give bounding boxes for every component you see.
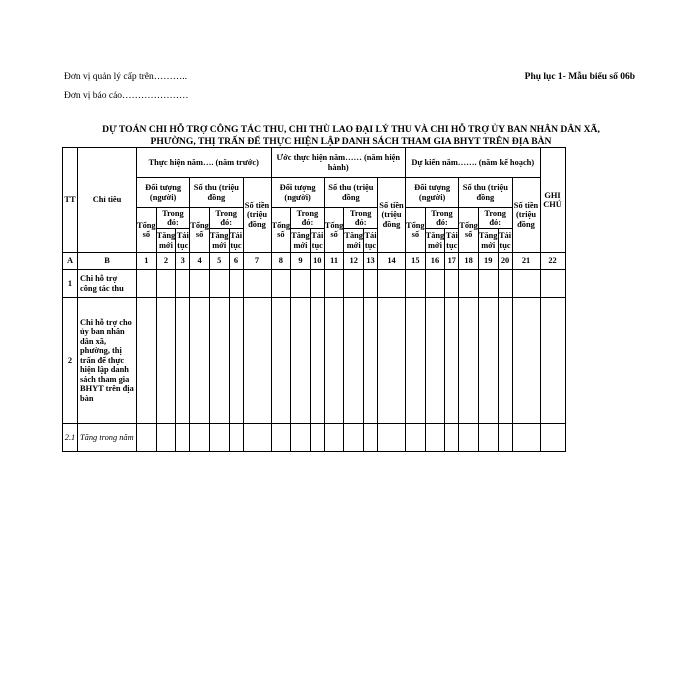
trong-do-header: Trong đó: bbox=[425, 208, 459, 229]
index-cell: 18 bbox=[459, 253, 479, 270]
tang-moi-header: Tăng mới bbox=[291, 229, 311, 253]
group-header-previous: Thực hiện năm…. (năm trước) bbox=[137, 148, 272, 178]
table-row bbox=[63, 424, 566, 452]
tang-moi-header: Tăng mới bbox=[156, 229, 176, 253]
tong-so-header: Tổng số bbox=[459, 208, 479, 253]
row-tt: 2 bbox=[63, 298, 78, 424]
row-label: Chi hỗ trợ cho ủy ban nhân dân xã, phường, thị trấn để thực hiện lập danh sách tham gia BHYT trên địa bàn bbox=[78, 298, 137, 424]
index-cell: 3 bbox=[176, 253, 190, 270]
sub-header-doituong: Đối tượng (người) bbox=[406, 178, 459, 208]
index-cell: 1 bbox=[137, 253, 157, 270]
index-cell: 5 bbox=[209, 253, 229, 270]
tang-moi-header: Tăng mới bbox=[478, 229, 498, 253]
sub-header-sotien: Số tiền (triệu đồng bbox=[378, 178, 406, 253]
table-row bbox=[63, 298, 566, 424]
index-cell: 17 bbox=[445, 253, 459, 270]
trong-do-header: Trong đó: bbox=[344, 208, 378, 229]
tai-tuc-header: Tái tục bbox=[498, 229, 512, 253]
appendix-label: Phụ lục 1- Mẫu biểu số 06b bbox=[524, 72, 635, 82]
row-tt: 2.1 bbox=[63, 424, 78, 452]
index-cell: 15 bbox=[406, 253, 426, 270]
tong-so-header: Tổng số bbox=[406, 208, 426, 253]
group-header-plan: Dự kiến năm……. (năm kế hoạch) bbox=[406, 148, 541, 178]
tai-tuc-header: Tái tục bbox=[310, 229, 324, 253]
index-cell: 13 bbox=[364, 253, 378, 270]
title-line-2: PHƯỜNG, THỊ TRẤN ĐỂ THỰC HIỆN LẬP DANH SÁCH THAM GIA BHYT TRÊN ĐỊA BÀN bbox=[150, 136, 552, 147]
index-cell: B bbox=[78, 253, 137, 270]
document-title bbox=[62, 124, 640, 148]
index-cell: 2 bbox=[156, 253, 176, 270]
budget-table bbox=[62, 147, 566, 452]
sub-header-doituong: Đối tượng (người) bbox=[137, 178, 190, 208]
unit-report-line: Đơn vị báo cáo………………… bbox=[64, 91, 189, 101]
sub-header-sotien: Số tiền (triệu đồng bbox=[512, 178, 540, 253]
tai-tuc-header: Tái tục bbox=[364, 229, 378, 253]
row-label: Tăng trong năm bbox=[78, 424, 137, 452]
index-cell: 16 bbox=[425, 253, 445, 270]
row-label: Chi hỗ trợ công tác thu bbox=[78, 270, 137, 298]
tong-so-header: Tổng số bbox=[190, 208, 210, 253]
trong-do-header: Trong đó: bbox=[156, 208, 190, 229]
index-cell: 10 bbox=[310, 253, 324, 270]
index-cell: 9 bbox=[291, 253, 311, 270]
index-cell: 7 bbox=[243, 253, 271, 270]
tang-moi-header: Tăng mới bbox=[209, 229, 229, 253]
col-tt-header: TT bbox=[63, 148, 78, 253]
tong-so-header: Tổng số bbox=[324, 208, 344, 253]
tai-tuc-header: Tái tục bbox=[229, 229, 243, 253]
sub-header-sothu: Số thu (triệu đồng bbox=[459, 178, 512, 208]
index-cell: 19 bbox=[478, 253, 498, 270]
index-row bbox=[63, 253, 566, 270]
tong-so-header: Tổng số bbox=[137, 208, 157, 253]
trong-do-header: Trong đó: bbox=[478, 208, 512, 229]
index-cell: 14 bbox=[378, 253, 406, 270]
tong-so-header: Tổng số bbox=[271, 208, 291, 253]
index-cell: 21 bbox=[512, 253, 540, 270]
col-note-header: GHI CHÚ bbox=[540, 148, 565, 253]
tang-moi-header: Tăng mới bbox=[344, 229, 364, 253]
tang-moi-header: Tăng mới bbox=[425, 229, 445, 253]
trong-do-header: Trong đó: bbox=[291, 208, 325, 229]
title-line-1: DỰ TOÁN CHI HỖ TRỢ CÔNG TÁC THU, CHI THÙ LAO ĐẠI LÝ THU VÀ CHI HỖ TRỢ ỦY BAN NHÂN DÂN XÃ, bbox=[102, 124, 600, 135]
row-tt: 1 bbox=[63, 270, 78, 298]
tai-tuc-header: Tái tục bbox=[445, 229, 459, 253]
sub-header-sothu: Số thu (triệu đồng bbox=[190, 178, 243, 208]
sub-header-sothu: Số thu (triệu đồng bbox=[324, 178, 377, 208]
sub-header-sotien: Số tiền (triệu đồng bbox=[243, 178, 271, 253]
index-cell: 4 bbox=[190, 253, 210, 270]
index-cell: 20 bbox=[498, 253, 512, 270]
table-row bbox=[63, 270, 566, 298]
col-chitieu-header: Chỉ tiêu bbox=[78, 148, 137, 253]
sub-header-doituong: Đối tượng (người) bbox=[271, 178, 324, 208]
index-cell: 8 bbox=[271, 253, 291, 270]
unit-manager-line: Đơn vị quản lý cấp trên……….. bbox=[64, 72, 187, 82]
index-cell: 22 bbox=[540, 253, 565, 270]
index-cell: 6 bbox=[229, 253, 243, 270]
trong-do-header: Trong đó: bbox=[209, 208, 243, 229]
index-cell: 11 bbox=[324, 253, 344, 270]
index-cell: A bbox=[63, 253, 78, 270]
tai-tuc-header: Tái tục bbox=[176, 229, 190, 253]
index-cell: 12 bbox=[344, 253, 364, 270]
group-header-current: Ước thực hiện năm…… (năm hiện hành) bbox=[271, 148, 406, 178]
